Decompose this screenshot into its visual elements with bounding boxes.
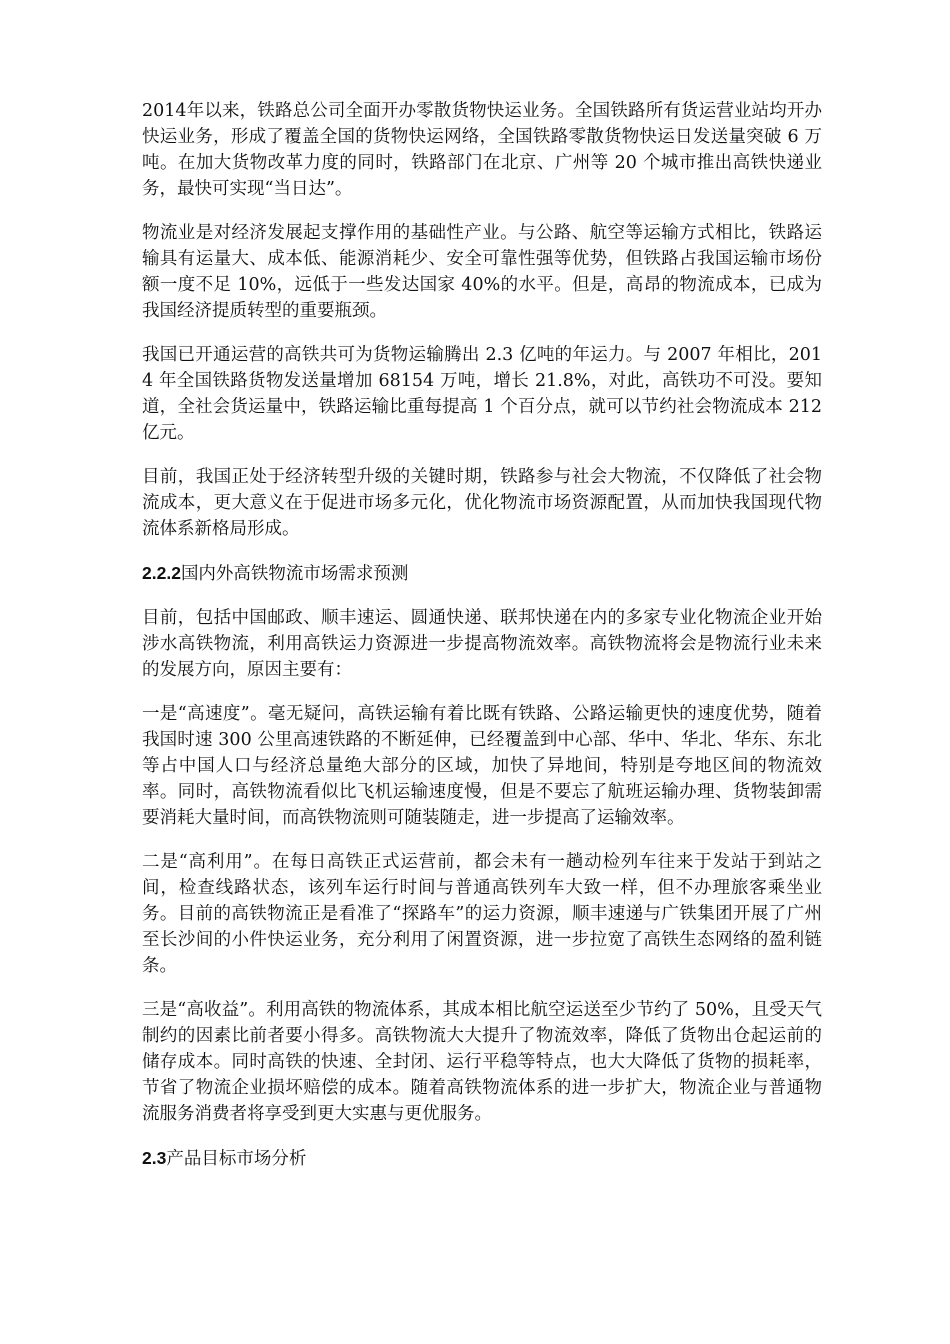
section-title: 国内外高铁物流市场需求预测 xyxy=(180,564,409,584)
paragraph-high-utilization: 二是“高利用”。在每日高铁正式运营前，都会未有一趟动检列车往来于发站于到站之间，检查线路状态，该列车运行时间与普通高铁列车大致一样，但不办理旅客乘坐业务。目前的高铁物流正是看准了“探路车”的运力资源，顺丰速递与广铁集团开展了广州至长沙间的小件快运业务，充分利用了闲置资源，进一步拉宽了高铁生态网络的盈利链条。 xyxy=(142,852,822,976)
paragraph-logistics-industry: 物流业是对经济发展起支撑作用的基础性产业。与公路、航空等运输方式相比，铁路运输具有运量大、成本低、能源消耗少、安全可靠性强等优势，但铁路占我国运输市场份额一度不足 10%，远低于一些发达国家 40%的水平。但是，高昂的物流成本，已成为我国经济提质转型的重要瓶颈。 xyxy=(142,223,822,321)
paragraph-high-speed: 一是“高速度”。毫无疑问，高铁运输有着比既有铁路、公路运输更快的速度优势，随着我国时速 300 公里高速铁路的不断延伸，已经覆盖到中心部、华中、华北、华东、东北等占中国人口与经济总量绝大部分的区域，加快了异地间，特别是夸地区间的物流效率。同时，高铁物流看似比飞机运输速度慢，但是不要忘了航班运输办理、货物装卸需要消耗大量时间，而高铁物流则可随装随走，进一步提高了运输效率。 xyxy=(142,704,822,828)
section-heading-2-3 xyxy=(142,1145,822,1172)
section-number: 2.2.2 xyxy=(142,563,181,583)
paragraph-high-revenue: 三是“高收益”。利用高铁的物流体系，其成本相比航空运送至少节约了 50%，且受天气制约的因素比前者要小得多。高铁物流大大提升了物流效率，降低了货物出仓起运前的储存成本。同时高铁的快速、全封闭、运行平稳等特点，也大大降低了货物的损耗率，节省了物流企业损坏赔偿的成本。随着高铁物流体系的进一步扩大，物流企业与普通物流服务消费者将享受到更大实惠与更优服务。 xyxy=(142,1000,822,1124)
paragraph-economic-transition: 目前，我国正处于经济转型升级的关键时期，铁路参与社会大物流，不仅降低了社会物流成本，更大意义在于促进市场多元化，优化物流市场资源配置，从而加快我国现代物流体系新格局形成。 xyxy=(142,467,822,539)
paragraph-logistics-companies: 目前，包括中国邮政、顺丰速运、圆通快递、联邦快递在内的多家专业化物流企业开始涉水高铁物流，利用高铁运力资源进一步提高物流效率。高铁物流将会是物流行业未来的发展方向，原因主要有： xyxy=(142,608,822,680)
section-title: 产品目标市场分析 xyxy=(166,1149,307,1169)
document-page xyxy=(142,98,822,1190)
section-number: 2.3 xyxy=(142,1148,167,1168)
paragraph-hsr-capacity: 我国已开通运营的高铁共可为货物运输腾出 2.3 亿吨的年运力。与 2007 年相比，2014 年全国铁路货物发送量增加 68154 万吨，增长 21.8%，对此，高铁功不可没。要知道，全社会货运量中，铁路运输比重每提高 1 个百分点，就可以节约社会物流成本 212 亿元。 xyxy=(142,345,822,443)
paragraph-rail-express: 2014年以来，铁路总公司全面开办零散货物快运业务。全国铁路所有货运营业站均开办快运业务，形成了覆盖全国的货物快运网络，全国铁路零散货物快运日发送量突破 6 万吨。在加大货物改革力度的同时，铁路部门在北京、广州等 20 个城市推出高铁快递业务，最快可实现“当日达”。 xyxy=(142,101,822,199)
section-heading-2-2-2 xyxy=(142,560,822,587)
